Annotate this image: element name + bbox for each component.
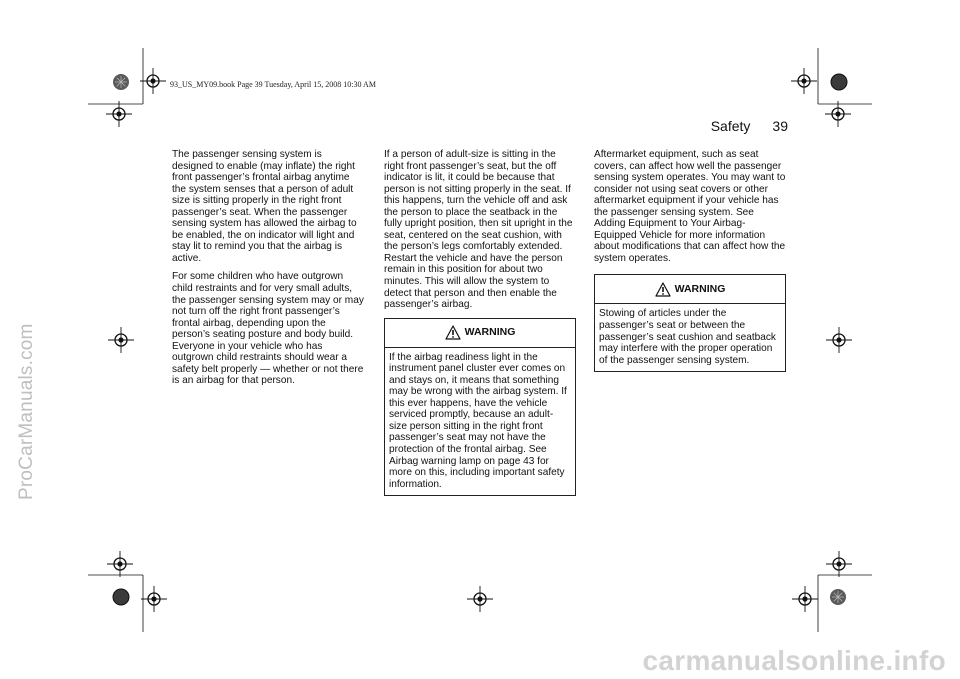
bottom-watermark: carmanualsonline.info bbox=[642, 645, 946, 676]
registration-mark bbox=[140, 68, 166, 94]
warning-title: WARNING bbox=[464, 325, 516, 338]
warning-text: Stowing of articles under the passenger’s seat or between the passenger’s seat cushion and seatback may interfere with the proper operation of the passenger sensing system. bbox=[599, 308, 776, 366]
warning-text: If the airbag readiness light in the instrument panel cluster ever comes on and stays on, it means that something may be wrong with the airbag system. If this ever happens, have the vehicle serviced promptly, because an adult-size person sitting in the right front passenger’s seat may not have the protection of the frontal airbag. See Airbag warning lamp on page 43 for more on this, including important safety information. bbox=[389, 351, 567, 490]
color-dot-mark bbox=[113, 589, 129, 605]
paragraph: For some children who have outgrown child restraints and for very small adults, the passenger sensing system may or may not turn off the right front passenger’s frontal airbag, depending upon the person’s seating posture and body build. Everyone in your vehicle who has outgrown child restraints should wear a safety belt properly — whether or not there is an airbag for that person. bbox=[172, 271, 364, 387]
color-dot-mark bbox=[831, 74, 847, 90]
registration-mark bbox=[826, 551, 852, 577]
registration-mark bbox=[467, 586, 493, 612]
registration-mark bbox=[792, 586, 818, 612]
registration-mark bbox=[141, 586, 167, 612]
warning-box bbox=[594, 274, 786, 372]
registration-mark bbox=[791, 68, 817, 94]
paragraph: Aftermarket equipment, such as seat covers, can affect how well the passenger sensing system operates. You may want to consider not using seat covers or other aftermarket equipment if your vehicle has the passenger sensing system. See Adding Equipment to Your Airbag-Equipped Vehicle for more information about modifications that can affect how the system operates. bbox=[594, 149, 786, 264]
column-3 bbox=[594, 149, 786, 372]
warning-triangle-icon bbox=[445, 325, 461, 340]
page-header bbox=[711, 118, 788, 134]
registration-mark bbox=[826, 327, 852, 353]
page-number: 39 bbox=[772, 118, 788, 134]
warning-header bbox=[385, 319, 575, 348]
registration-mark bbox=[825, 101, 851, 127]
section-title: Safety bbox=[710, 118, 751, 134]
registration-mark bbox=[107, 551, 133, 577]
warning-header bbox=[595, 275, 785, 304]
book-info-line: 93_US_MY09.book Page 39 Tuesday, April 15, 2008 10:30 AM bbox=[170, 80, 376, 89]
column-2 bbox=[384, 149, 576, 496]
paragraph: If a person of adult-size is sitting in the right front passenger’s seat, but the off indicator is lit, it could be because that person is not sitting properly in the seat. If this happens, turn the vehicle off and ask the person to place the seatback in the fully upright position, then sit upright in the seat, centered on the seat cushion, with the person’s legs comfortably extended. Restart the vehicle and have the person remain in this position for about two minutes. This will allow the system to detect that person and then enable the passenger’s airbag. bbox=[384, 149, 573, 311]
paragraph: The passenger sensing system is designed to enable (may inflate) the right front passenger’s frontal airbag anytime the system senses that a person of adult size is sitting properly in the right front passenger’s seat. When the passenger sensing system has allowed the airbag to be enabled, the on indicator will light and stay lit to remind you that the airbag is active. bbox=[172, 149, 357, 264]
registration-mark bbox=[106, 101, 132, 127]
warning-box bbox=[384, 318, 576, 497]
color-burst-mark bbox=[113, 74, 129, 90]
color-burst-mark bbox=[830, 589, 846, 605]
warning-triangle-icon bbox=[655, 282, 671, 297]
column-1 bbox=[172, 149, 364, 394]
warning-title: WARNING bbox=[674, 282, 726, 295]
side-watermark: ProCarManuals.com bbox=[16, 323, 37, 500]
registration-mark bbox=[108, 327, 134, 353]
